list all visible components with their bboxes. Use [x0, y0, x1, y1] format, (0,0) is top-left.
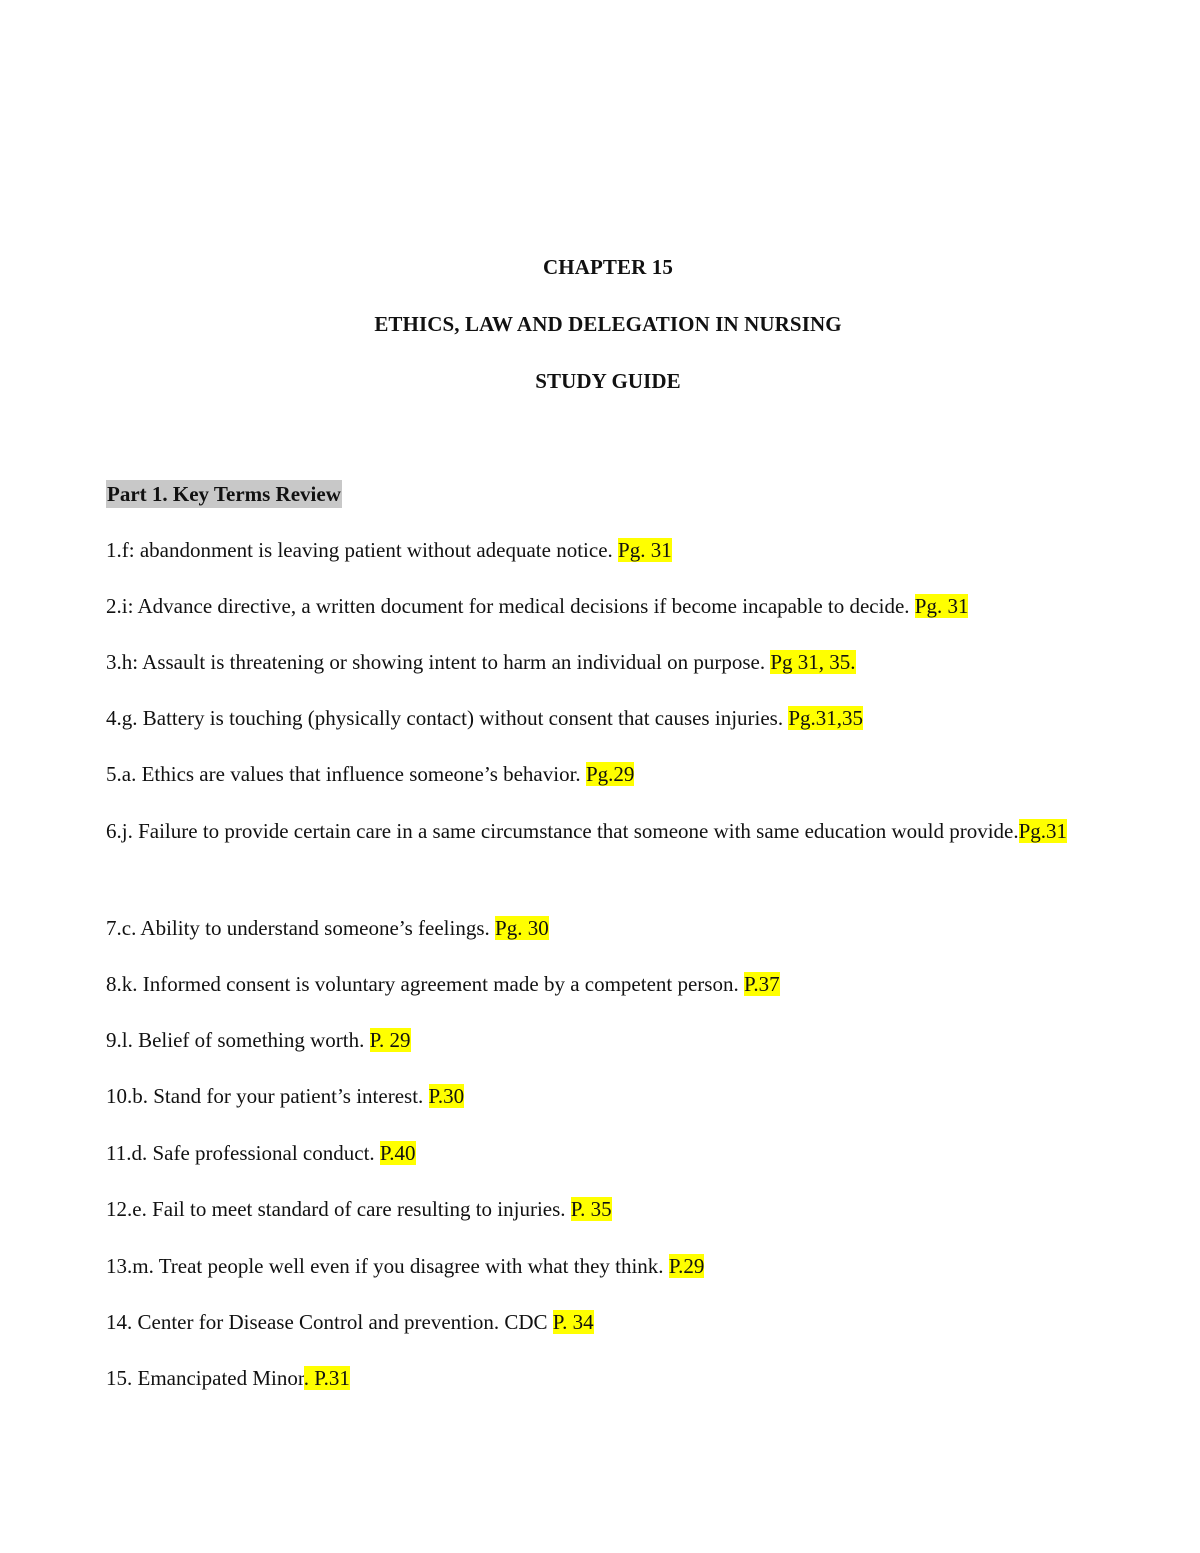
part1-title: Part 1. Key Terms Review: [107, 482, 341, 506]
page-reference: Pg. 31: [618, 538, 672, 562]
page-reference: P. 34: [552, 1310, 594, 1334]
list-item: [106, 760, 1110, 788]
chapter-title: ETHICS, LAW AND DELEGATION IN NURSING: [374, 312, 842, 336]
list-item: [106, 536, 1110, 564]
list-item: [106, 704, 1110, 732]
page-reference: Pg. 31: [914, 594, 969, 618]
item-text: 14. Center for Disease Control and prevention. CDC: [106, 1310, 553, 1334]
list-item: [106, 914, 1110, 942]
page-reference: P. 29: [369, 1028, 411, 1052]
item-text: 1.f: abandonment is leaving patient without adequate notice.: [106, 538, 619, 562]
page-reference: P. 35: [570, 1197, 612, 1221]
item-text: 5.a. Ethics are values that influence someone’s behavior.: [106, 762, 586, 786]
list-item: [106, 1139, 1110, 1167]
study-guide-heading: STUDY GUIDE: [535, 369, 681, 393]
item-text: 4.g. Battery is touching (physically contact) without consent that causes injuries.: [106, 706, 789, 730]
item-text: 10.b. Stand for your patient’s interest.: [106, 1084, 429, 1108]
list-item: [106, 592, 1110, 620]
list-item: [106, 1308, 1110, 1336]
item-text: 9.l. Belief of something worth.: [106, 1028, 370, 1052]
page-reference: Pg. 30: [495, 916, 549, 940]
item-text: 3.h: Assault is threatening or showing intent to harm an individual on purpose.: [106, 650, 771, 674]
page-reference: P.30: [428, 1084, 465, 1108]
list-item: [106, 1195, 1110, 1223]
list-item: [106, 970, 1110, 998]
page-reference: Pg.29: [585, 762, 635, 786]
page-reference: . P.31: [303, 1366, 350, 1390]
list-item: [106, 1252, 1110, 1280]
list-item: [106, 810, 1110, 852]
page-reference: Pg.31: [1018, 819, 1068, 843]
list-item: [106, 1082, 1110, 1110]
item-text: 6.j. Failure to provide certain care in a same circumstance that someone with same education would provide.: [106, 819, 1019, 843]
page-reference: P.40: [379, 1141, 416, 1165]
list-item: [106, 1026, 1110, 1054]
item-text: 15. Emancipated Minor: [106, 1366, 304, 1390]
list-item: [106, 648, 1110, 676]
item-text: 11.d. Safe professional conduct.: [106, 1141, 380, 1165]
item-text: 7.c. Ability to understand someone’s feelings.: [106, 916, 496, 940]
item-text: 8.k. Informed consent is voluntary agreement made by a competent person.: [106, 972, 744, 996]
item-text: 12.e. Fail to meet standard of care resulting to injuries.: [106, 1197, 571, 1221]
item-text: 2.i: Advance directive, a written document for medical decisions if become incapable to decide.: [106, 594, 915, 618]
page-reference: P.37: [743, 972, 780, 996]
page-reference: Pg.31,35: [788, 706, 864, 730]
item-text: 13.m. Treat people well even if you disagree with what they think.: [106, 1254, 669, 1278]
page-reference: P.29: [668, 1254, 705, 1278]
chapter-heading: CHAPTER 15: [543, 255, 673, 279]
page-reference: Pg 31, 35.: [770, 650, 856, 674]
list-item: [106, 1364, 1110, 1392]
